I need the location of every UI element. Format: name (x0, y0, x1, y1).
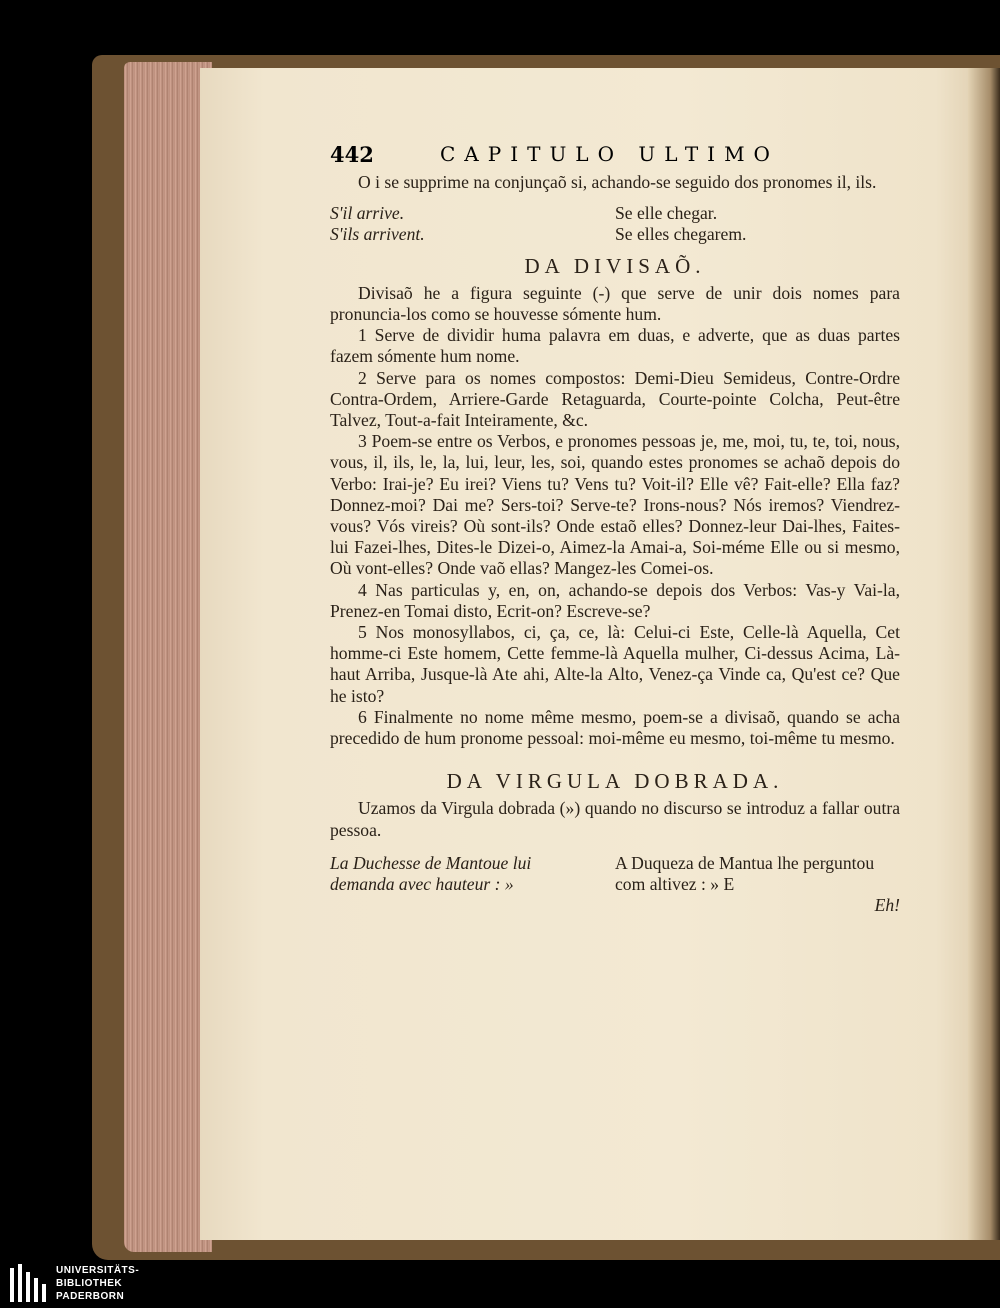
example-row (330, 203, 900, 224)
example-row (330, 224, 900, 245)
library-logo-icon (8, 1262, 48, 1306)
paragraph: 2 Serve para os nomes compostos: Demi-Dieu Semideus, Contre-Ordre Contra-Ordem, Arriere-Garde Retaguarda, Courte-pointe Colcha, Peut-être Talvez, Tout-a-fait Inteiramente, &c. (330, 367, 900, 431)
paragraph: 5 Nos monosyllabos, ci, ça, ce, là: Celui-ci Este, Celle-là Aquella, Cet homme-ci Este homem, Cette femme-là Aquella mulher, Ci-dessus Acima, Là-haut Arriba, Jusque-là Ate ahi, Alte-la Alto, Venez-ça Vinde ca, Qu'est ce? Que he isto? (330, 622, 900, 706)
page-number: 442 (330, 142, 374, 167)
example-portuguese: A Duqueza de Mantua lhe perguntou com altivez : » E (615, 852, 875, 895)
library-logo (8, 1262, 158, 1306)
running-title: CAPITULO ULTIMO (440, 142, 779, 166)
catchword: Eh! (874, 895, 900, 916)
intro-paragraph: O i se supprime na conjunçaõ si, achando-se seguido dos pronomes il, ils. (358, 172, 877, 192)
page-text (330, 172, 900, 917)
paragraph: 6 Finalmente no nome même mesmo, poem-se a divisaõ, quando se acha precedido de hum pronome pessoal: moi-même eu mesmo, toi-même tu mesmo. (330, 706, 900, 749)
running-header (330, 142, 800, 168)
page-gutter (968, 68, 1000, 1240)
example-row (330, 853, 900, 895)
section-heading: DA DIVISAÕ. (524, 253, 706, 278)
example-french: La Duchesse de Mantoue lui demanda avec hauteur : » (330, 852, 532, 895)
paragraph: Divisaõ he a figura seguinte (-) que serve de unir dois nomes para pronuncia-los como se houvesse sómente hum. (330, 282, 900, 325)
paragraph: 3 Poem-se entre os Verbos, e pronomes pessoas je, me, moi, tu, te, toi, nous, vous, il, ils, le, la, lui, leur, les, soi, quando estes pronomes se achaõ depois do Verbo: Irai-je? Eu irei? Viens tu? Vens tu? Voit-il? Elle vê? Fait-elle? Ella faz? Donnez-moi? Dai me? Sers-toi? Serve-te? Irons-nous? Nós iremos? Viendrez-vous? Vós vireis? Où sont-ils? Onde estaõ elles? Donnez-leur Dai-lhes, Faites-lui Fazei-lhes, Dites-le Dizei-o, Aimez-la Amai-a, Soi-méme Elle ou si mesmo, Où vont-elles? Onde vaõ ellas? Mangez-les Comei-os. (330, 431, 900, 579)
section-heading: DA VIRGULA DOBRADA. (446, 769, 784, 794)
library-name: UNIVERSITÄTS- BIBLIOTHEK PADERBORN (56, 1265, 140, 1302)
example-french: S'il arrive. (330, 203, 405, 224)
paragraph: Uzamos da Virgula dobrada (») quando no discurso se introduz a fallar outra pessoa. (330, 798, 900, 840)
page-edges (124, 62, 212, 1252)
example-portuguese: Se elles chegarem. (615, 224, 747, 245)
paragraph: 1 Serve de dividir huma palavra em duas, e adverte, que as duas partes fazem sómente hum nome. (330, 325, 900, 367)
example-portuguese: Se elle chegar. (615, 203, 718, 224)
example-french: S'ils arrivent. (330, 224, 425, 245)
paragraph: 4 Nas particulas y, en, on, achando-se depois dos Verbos: Vas-y Vai-la, Prenez-en Tomai disto, Ecrit-on? Escreve-se? (330, 579, 900, 621)
